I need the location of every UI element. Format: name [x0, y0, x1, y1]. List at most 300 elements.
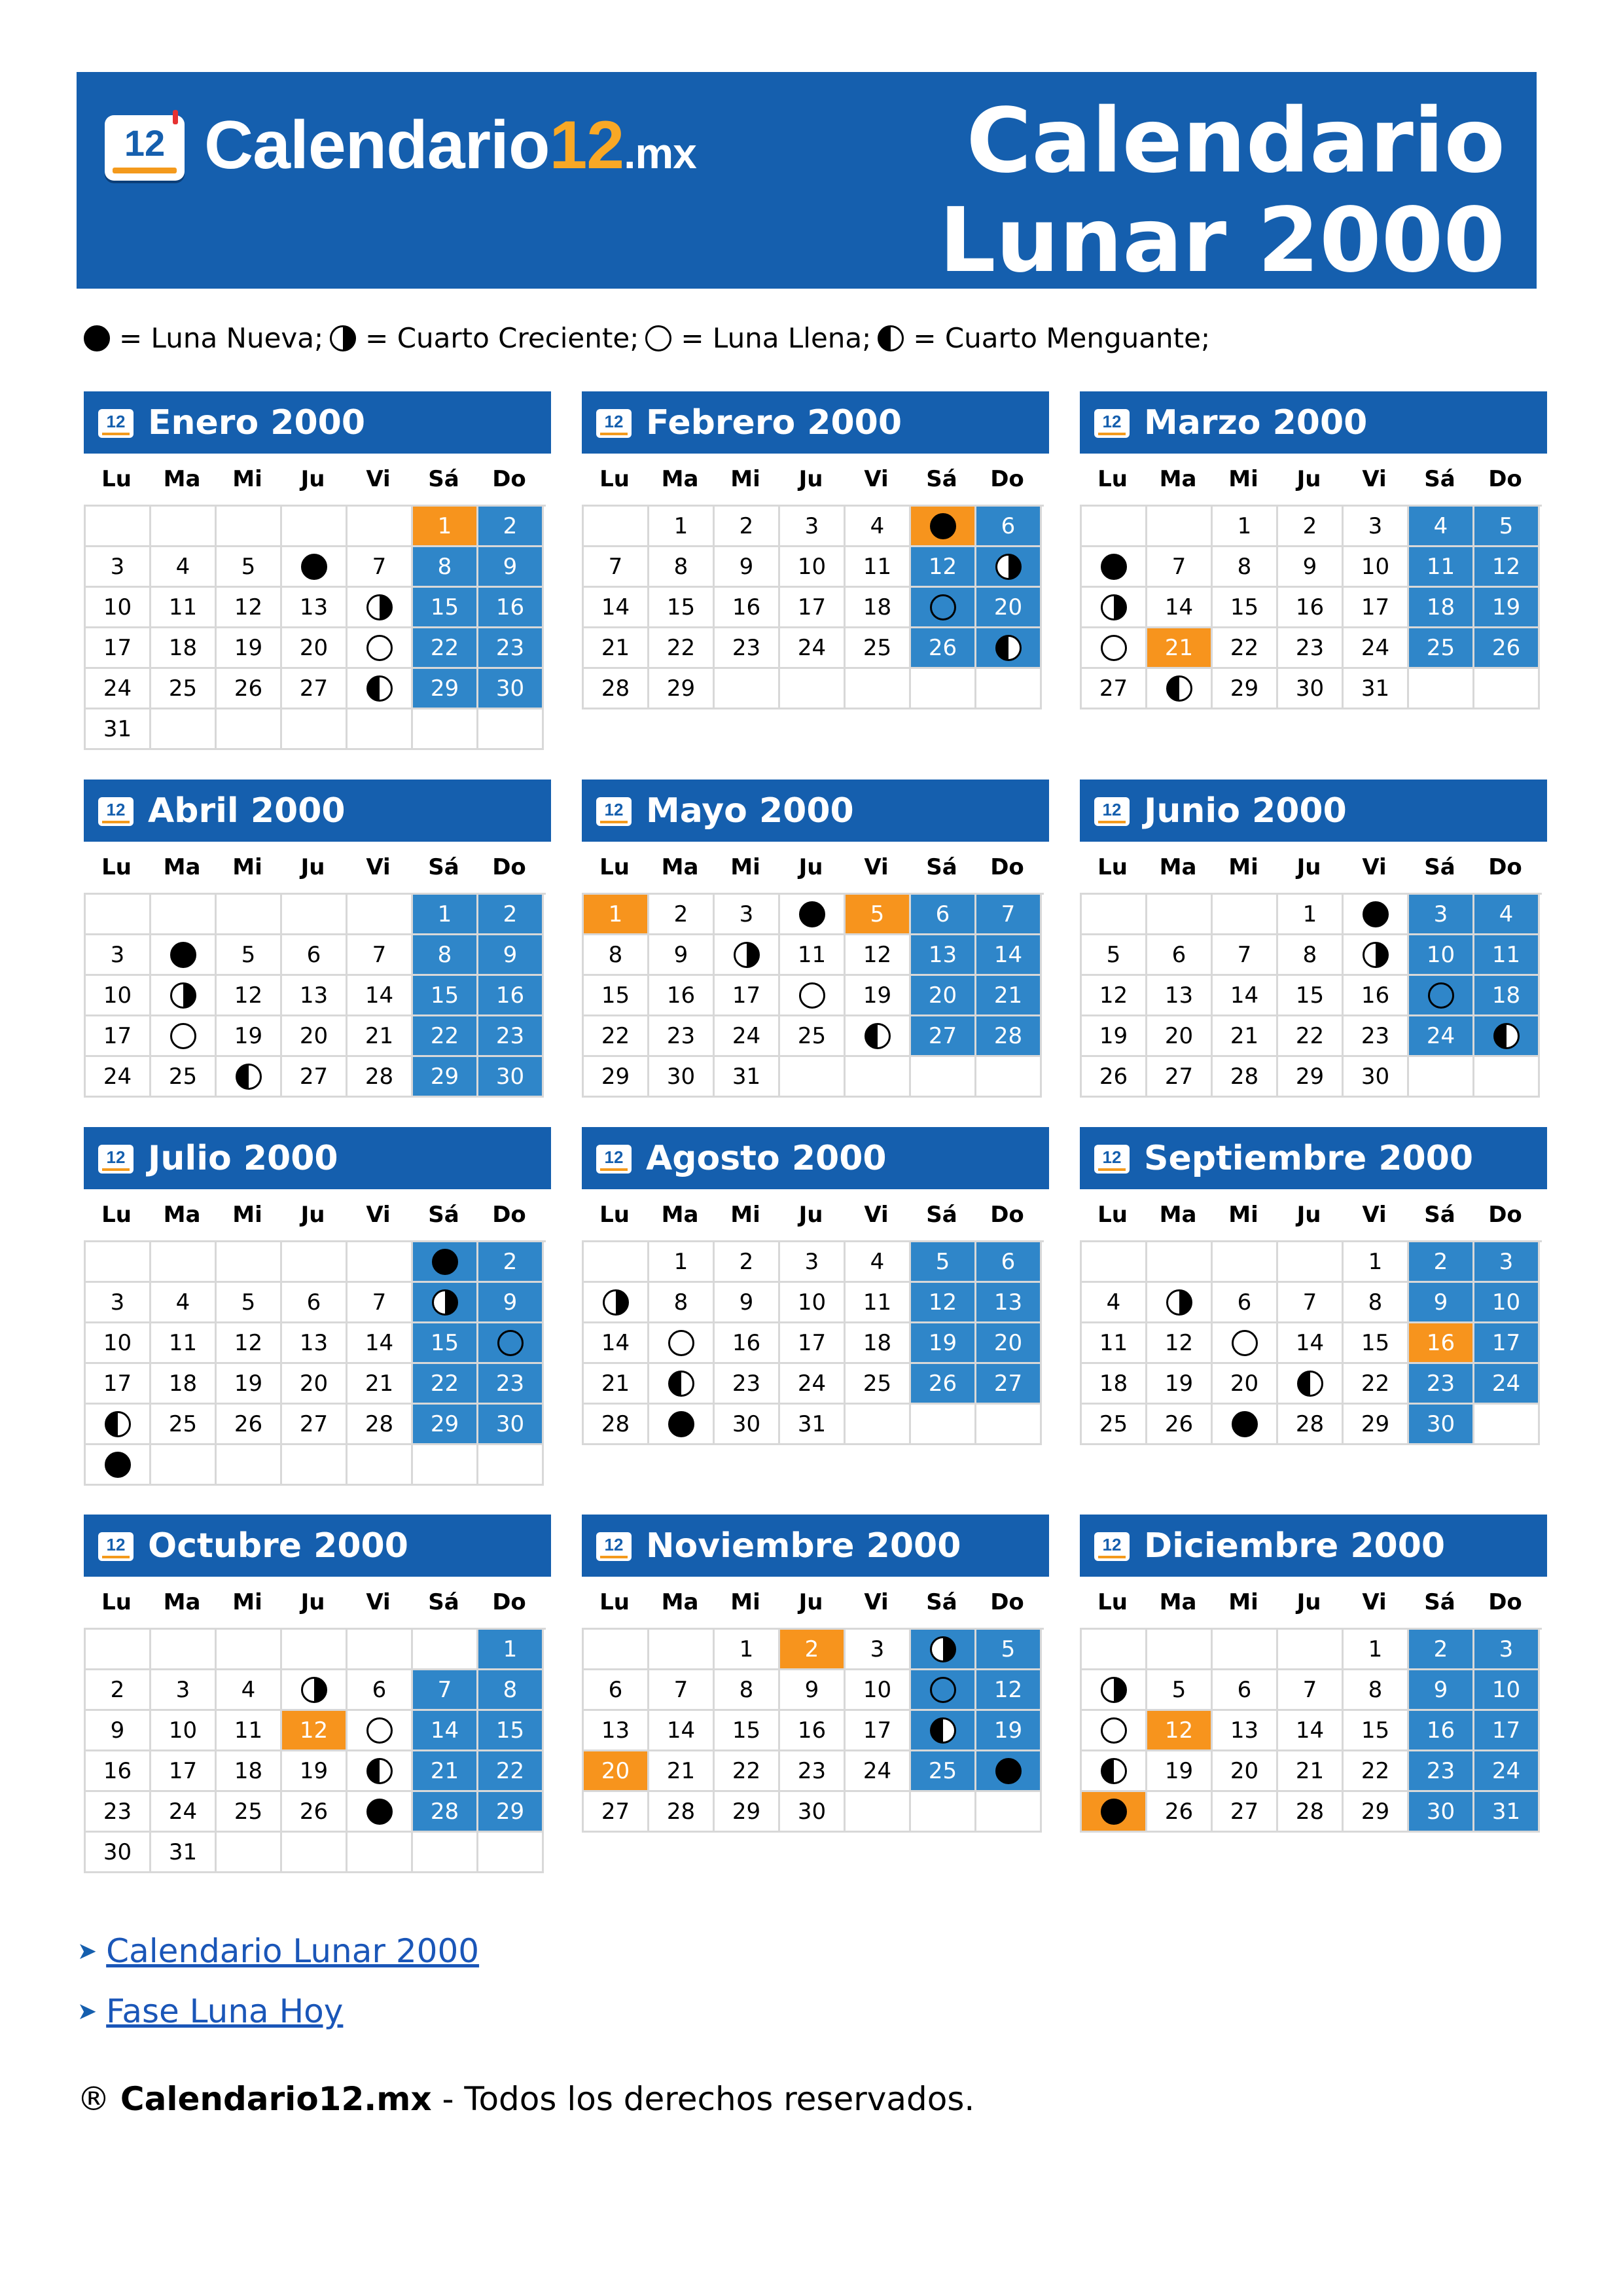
day-cell[interactable]: 28	[584, 669, 649, 709]
day-cell[interactable]: 7	[413, 1670, 478, 1711]
day-cell[interactable]: 4	[846, 1242, 911, 1283]
day-cell[interactable]: 1	[413, 895, 478, 935]
day-cell[interactable]: 23	[478, 1364, 544, 1405]
day-cell[interactable]: 24	[1409, 1016, 1474, 1057]
day-cell[interactable]	[413, 1242, 478, 1283]
day-cell[interactable]: 11	[151, 588, 217, 628]
day-cell[interactable]: 4	[217, 1670, 282, 1711]
day-cell[interactable]: 30	[780, 1792, 846, 1833]
day-cell[interactable]: 13	[976, 1283, 1042, 1323]
day-cell[interactable]: 27	[282, 1057, 348, 1098]
day-cell[interactable]: 3	[1474, 1242, 1540, 1283]
day-cell[interactable]	[584, 1283, 649, 1323]
day-cell[interactable]	[649, 1323, 715, 1364]
day-cell[interactable]: 3	[151, 1670, 217, 1711]
day-cell[interactable]	[1213, 1323, 1278, 1364]
day-cell[interactable]: 15	[413, 976, 478, 1016]
day-cell[interactable]: 17	[86, 1016, 151, 1057]
day-cell[interactable]	[1474, 1016, 1540, 1057]
day-cell[interactable]	[86, 1445, 151, 1486]
day-cell[interactable]: 30	[715, 1405, 780, 1445]
day-cell[interactable]: 9	[478, 547, 544, 588]
day-cell[interactable]: 1	[1278, 895, 1344, 935]
day-cell[interactable]: 30	[649, 1057, 715, 1098]
day-cell[interactable]: 25	[217, 1792, 282, 1833]
day-cell[interactable]: 23	[780, 1751, 846, 1792]
day-cell[interactable]	[715, 935, 780, 976]
day-cell[interactable]: 13	[1147, 976, 1213, 1016]
day-cell[interactable]: 11	[1082, 1323, 1147, 1364]
day-cell[interactable]: 2	[649, 895, 715, 935]
day-cell[interactable]: 4	[151, 547, 217, 588]
day-cell[interactable]: 3	[86, 1283, 151, 1323]
day-cell[interactable]: 12	[976, 1670, 1042, 1711]
day-cell[interactable]: 16	[649, 976, 715, 1016]
day-cell[interactable]: 20	[282, 1364, 348, 1405]
day-cell[interactable]: 9	[1409, 1283, 1474, 1323]
day-cell[interactable]: 6	[911, 895, 976, 935]
day-cell[interactable]: 22	[413, 628, 478, 669]
day-cell[interactable]: 9	[478, 1283, 544, 1323]
day-cell[interactable]: 2	[86, 1670, 151, 1711]
day-cell[interactable]	[86, 1405, 151, 1445]
day-cell[interactable]: 9	[1409, 1670, 1474, 1711]
day-cell[interactable]: 7	[584, 547, 649, 588]
link-calendario-lunar[interactable]	[77, 1921, 479, 1981]
day-cell[interactable]: 2	[1409, 1242, 1474, 1283]
day-cell[interactable]: 21	[1147, 628, 1213, 669]
day-cell[interactable]: 10	[86, 588, 151, 628]
day-cell[interactable]	[413, 1283, 478, 1323]
day-cell[interactable]: 24	[1474, 1751, 1540, 1792]
day-cell[interactable]: 17	[846, 1711, 911, 1751]
day-cell[interactable]	[649, 1364, 715, 1405]
day-cell[interactable]	[151, 1016, 217, 1057]
day-cell[interactable]: 21	[348, 1016, 413, 1057]
day-cell[interactable]: 19	[1082, 1016, 1147, 1057]
day-cell[interactable]: 4	[846, 507, 911, 547]
day-cell[interactable]: 10	[780, 1283, 846, 1323]
day-cell[interactable]: 19	[217, 1364, 282, 1405]
day-cell[interactable]: 5	[217, 935, 282, 976]
day-cell[interactable]	[911, 1711, 976, 1751]
day-cell[interactable]: 19	[217, 628, 282, 669]
day-cell[interactable]: 22	[649, 628, 715, 669]
day-cell[interactable]: 22	[1344, 1751, 1409, 1792]
day-cell[interactable]: 27	[584, 1792, 649, 1833]
day-cell[interactable]	[282, 1670, 348, 1711]
day-cell[interactable]: 12	[1147, 1323, 1213, 1364]
day-cell[interactable]: 30	[478, 1405, 544, 1445]
day-cell[interactable]: 7	[1147, 547, 1213, 588]
day-cell[interactable]: 15	[649, 588, 715, 628]
day-cell[interactable]: 13	[584, 1711, 649, 1751]
day-cell[interactable]: 20	[976, 588, 1042, 628]
day-cell[interactable]: 3	[780, 507, 846, 547]
day-cell[interactable]: 30	[1409, 1405, 1474, 1445]
day-cell[interactable]: 8	[649, 547, 715, 588]
day-cell[interactable]: 9	[649, 935, 715, 976]
day-cell[interactable]: 9	[86, 1711, 151, 1751]
day-cell[interactable]: 25	[1409, 628, 1474, 669]
day-cell[interactable]: 22	[413, 1016, 478, 1057]
day-cell[interactable]: 12	[911, 547, 976, 588]
day-cell[interactable]: 1	[1213, 507, 1278, 547]
day-cell[interactable]: 17	[1474, 1711, 1540, 1751]
day-cell[interactable]: 7	[348, 935, 413, 976]
day-cell[interactable]: 29	[715, 1792, 780, 1833]
day-cell[interactable]: 8	[715, 1670, 780, 1711]
day-cell[interactable]: 3	[86, 547, 151, 588]
day-cell[interactable]: 21	[413, 1751, 478, 1792]
day-cell[interactable]: 29	[1344, 1792, 1409, 1833]
day-cell[interactable]: 2	[478, 507, 544, 547]
day-cell[interactable]	[151, 935, 217, 976]
day-cell[interactable]: 31	[1474, 1792, 1540, 1833]
day-cell[interactable]	[1082, 1751, 1147, 1792]
day-cell[interactable]: 14	[1278, 1711, 1344, 1751]
day-cell[interactable]: 20	[584, 1751, 649, 1792]
day-cell[interactable]: 17	[151, 1751, 217, 1792]
day-cell[interactable]: 24	[715, 1016, 780, 1057]
day-cell[interactable]: 16	[86, 1751, 151, 1792]
day-cell[interactable]: 7	[348, 1283, 413, 1323]
day-cell[interactable]	[478, 1323, 544, 1364]
day-cell[interactable]: 26	[217, 1405, 282, 1445]
day-cell[interactable]: 16	[715, 1323, 780, 1364]
day-cell[interactable]: 10	[86, 976, 151, 1016]
day-cell[interactable]: 3	[780, 1242, 846, 1283]
day-cell[interactable]: 28	[584, 1405, 649, 1445]
day-cell[interactable]: 5	[1082, 935, 1147, 976]
day-cell[interactable]: 28	[348, 1057, 413, 1098]
day-cell[interactable]: 6	[1213, 1670, 1278, 1711]
day-cell[interactable]: 24	[1474, 1364, 1540, 1405]
day-cell[interactable]: 9	[780, 1670, 846, 1711]
day-cell[interactable]	[976, 628, 1042, 669]
day-cell[interactable]: 21	[348, 1364, 413, 1405]
day-cell[interactable]: 17	[1344, 588, 1409, 628]
day-cell[interactable]: 3	[846, 1630, 911, 1670]
day-cell[interactable]: 12	[282, 1711, 348, 1751]
day-cell[interactable]	[976, 547, 1042, 588]
day-cell[interactable]	[911, 507, 976, 547]
day-cell[interactable]	[1082, 628, 1147, 669]
day-cell[interactable]: 5	[217, 547, 282, 588]
day-cell[interactable]: 23	[1409, 1751, 1474, 1792]
day-cell[interactable]: 21	[584, 1364, 649, 1405]
day-cell[interactable]: 25	[1082, 1405, 1147, 1445]
day-cell[interactable]: 11	[217, 1711, 282, 1751]
day-cell[interactable]	[348, 669, 413, 709]
day-cell[interactable]: 2	[780, 1630, 846, 1670]
day-cell[interactable]: 6	[282, 935, 348, 976]
day-cell[interactable]: 19	[1147, 1751, 1213, 1792]
day-cell[interactable]: 29	[478, 1792, 544, 1833]
day-cell[interactable]: 26	[282, 1792, 348, 1833]
day-cell[interactable]: 24	[780, 628, 846, 669]
day-cell[interactable]: 29	[413, 669, 478, 709]
day-cell[interactable]: 10	[846, 1670, 911, 1711]
day-cell[interactable]: 20	[976, 1323, 1042, 1364]
day-cell[interactable]: 24	[780, 1364, 846, 1405]
link-calendario-lunar-text[interactable]: Calendario Lunar 2000	[106, 1932, 480, 1970]
day-cell[interactable]: 22	[1278, 1016, 1344, 1057]
day-cell[interactable]: 25	[151, 669, 217, 709]
day-cell[interactable]	[348, 628, 413, 669]
day-cell[interactable]: 10	[151, 1711, 217, 1751]
day-cell[interactable]: 28	[348, 1405, 413, 1445]
day-cell[interactable]: 16	[1409, 1323, 1474, 1364]
day-cell[interactable]: 23	[478, 628, 544, 669]
day-cell[interactable]: 31	[151, 1833, 217, 1873]
day-cell[interactable]: 29	[413, 1057, 478, 1098]
day-cell[interactable]: 19	[846, 976, 911, 1016]
day-cell[interactable]: 28	[976, 1016, 1042, 1057]
day-cell[interactable]: 25	[780, 1016, 846, 1057]
day-cell[interactable]: 11	[780, 935, 846, 976]
day-cell[interactable]: 5	[1474, 507, 1540, 547]
day-cell[interactable]: 11	[1409, 547, 1474, 588]
day-cell[interactable]	[1344, 895, 1409, 935]
day-cell[interactable]: 19	[976, 1711, 1042, 1751]
day-cell[interactable]: 6	[282, 1283, 348, 1323]
day-cell[interactable]: 5	[846, 895, 911, 935]
day-cell[interactable]: 27	[1213, 1792, 1278, 1833]
day-cell[interactable]	[348, 1711, 413, 1751]
day-cell[interactable]: 28	[1278, 1792, 1344, 1833]
day-cell[interactable]: 4	[1082, 1283, 1147, 1323]
link-fase-luna-hoy[interactable]	[77, 1981, 479, 2041]
day-cell[interactable]: 7	[976, 895, 1042, 935]
day-cell[interactable]: 27	[282, 1405, 348, 1445]
day-cell[interactable]: 7	[1213, 935, 1278, 976]
day-cell[interactable]: 20	[911, 976, 976, 1016]
day-cell[interactable]: 5	[1147, 1670, 1213, 1711]
day-cell[interactable]: 13	[282, 588, 348, 628]
day-cell[interactable]: 16	[1344, 976, 1409, 1016]
day-cell[interactable]: 23	[715, 628, 780, 669]
day-cell[interactable]: 19	[1474, 588, 1540, 628]
day-cell[interactable]	[217, 1057, 282, 1098]
day-cell[interactable]: 15	[413, 1323, 478, 1364]
day-cell[interactable]: 9	[478, 935, 544, 976]
day-cell[interactable]: 20	[1213, 1364, 1278, 1405]
day-cell[interactable]: 23	[1278, 628, 1344, 669]
day-cell[interactable]: 5	[976, 1630, 1042, 1670]
day-cell[interactable]	[911, 1630, 976, 1670]
day-cell[interactable]: 15	[1278, 976, 1344, 1016]
day-cell[interactable]	[846, 1016, 911, 1057]
day-cell[interactable]: 21	[976, 976, 1042, 1016]
day-cell[interactable]: 22	[478, 1751, 544, 1792]
day-cell[interactable]: 18	[1409, 588, 1474, 628]
day-cell[interactable]	[1409, 976, 1474, 1016]
day-cell[interactable]	[282, 547, 348, 588]
day-cell[interactable]: 16	[1278, 588, 1344, 628]
day-cell[interactable]: 28	[1213, 1057, 1278, 1098]
day-cell[interactable]: 23	[1409, 1364, 1474, 1405]
day-cell[interactable]: 18	[217, 1751, 282, 1792]
day-cell[interactable]: 14	[649, 1711, 715, 1751]
day-cell[interactable]: 25	[911, 1751, 976, 1792]
day-cell[interactable]: 2	[478, 1242, 544, 1283]
day-cell[interactable]: 30	[478, 1057, 544, 1098]
day-cell[interactable]: 15	[1344, 1711, 1409, 1751]
day-cell[interactable]: 10	[1474, 1283, 1540, 1323]
day-cell[interactable]: 12	[1082, 976, 1147, 1016]
day-cell[interactable]: 20	[282, 1016, 348, 1057]
day-cell[interactable]: 18	[151, 1364, 217, 1405]
day-cell[interactable]: 12	[217, 976, 282, 1016]
day-cell[interactable]: 29	[1344, 1405, 1409, 1445]
day-cell[interactable]: 30	[478, 669, 544, 709]
day-cell[interactable]: 18	[151, 628, 217, 669]
day-cell[interactable]: 13	[282, 1323, 348, 1364]
day-cell[interactable]: 21	[584, 628, 649, 669]
day-cell[interactable]: 19	[1147, 1364, 1213, 1405]
day-cell[interactable]: 18	[846, 588, 911, 628]
day-cell[interactable]: 12	[1147, 1711, 1213, 1751]
day-cell[interactable]: 8	[1278, 935, 1344, 976]
day-cell[interactable]: 28	[1278, 1405, 1344, 1445]
day-cell[interactable]: 22	[413, 1364, 478, 1405]
day-cell[interactable]: 12	[911, 1283, 976, 1323]
day-cell[interactable]: 13	[911, 935, 976, 976]
day-cell[interactable]: 10	[86, 1323, 151, 1364]
day-cell[interactable]: 22	[1213, 628, 1278, 669]
day-cell[interactable]	[1344, 935, 1409, 976]
day-cell[interactable]: 27	[282, 669, 348, 709]
day-cell[interactable]: 13	[1213, 1711, 1278, 1751]
day-cell[interactable]: 26	[217, 669, 282, 709]
day-cell[interactable]: 24	[151, 1792, 217, 1833]
day-cell[interactable]: 30	[1409, 1792, 1474, 1833]
site-logo[interactable]	[105, 109, 696, 181]
day-cell[interactable]: 15	[715, 1711, 780, 1751]
day-cell[interactable]: 1	[715, 1630, 780, 1670]
day-cell[interactable]: 27	[1082, 669, 1147, 709]
day-cell[interactable]: 16	[1409, 1711, 1474, 1751]
day-cell[interactable]: 26	[1082, 1057, 1147, 1098]
day-cell[interactable]: 12	[1474, 547, 1540, 588]
day-cell[interactable]: 1	[584, 895, 649, 935]
day-cell[interactable]: 16	[780, 1711, 846, 1751]
day-cell[interactable]: 15	[584, 976, 649, 1016]
day-cell[interactable]: 17	[780, 1323, 846, 1364]
day-cell[interactable]: 10	[780, 547, 846, 588]
day-cell[interactable]: 10	[1409, 935, 1474, 976]
day-cell[interactable]	[1147, 1283, 1213, 1323]
day-cell[interactable]: 31	[780, 1405, 846, 1445]
day-cell[interactable]: 25	[151, 1405, 217, 1445]
day-cell[interactable]: 8	[413, 935, 478, 976]
day-cell[interactable]	[348, 1751, 413, 1792]
day-cell[interactable]: 2	[715, 1242, 780, 1283]
day-cell[interactable]: 9	[1278, 547, 1344, 588]
day-cell[interactable]: 3	[1474, 1630, 1540, 1670]
day-cell[interactable]: 29	[649, 669, 715, 709]
day-cell[interactable]: 14	[584, 588, 649, 628]
day-cell[interactable]: 23	[1344, 1016, 1409, 1057]
day-cell[interactable]	[780, 976, 846, 1016]
day-cell[interactable]	[649, 1405, 715, 1445]
link-fase-luna-hoy-text[interactable]: Fase Luna Hoy	[106, 1992, 344, 2030]
day-cell[interactable]: 14	[584, 1323, 649, 1364]
day-cell[interactable]: 13	[282, 976, 348, 1016]
day-cell[interactable]	[1082, 1711, 1147, 1751]
day-cell[interactable]: 22	[715, 1751, 780, 1792]
day-cell[interactable]: 1	[1344, 1630, 1409, 1670]
day-cell[interactable]: 8	[478, 1670, 544, 1711]
day-cell[interactable]: 15	[413, 588, 478, 628]
day-cell[interactable]: 14	[348, 976, 413, 1016]
day-cell[interactable]: 24	[86, 1057, 151, 1098]
day-cell[interactable]: 2	[1278, 507, 1344, 547]
day-cell[interactable]: 2	[478, 895, 544, 935]
day-cell[interactable]: 11	[151, 1323, 217, 1364]
day-cell[interactable]: 7	[1278, 1283, 1344, 1323]
day-cell[interactable]	[911, 588, 976, 628]
day-cell[interactable]: 31	[1344, 669, 1409, 709]
day-cell[interactable]: 6	[976, 507, 1042, 547]
day-cell[interactable]	[911, 1670, 976, 1711]
day-cell[interactable]: 16	[715, 588, 780, 628]
day-cell[interactable]: 17	[86, 628, 151, 669]
day-cell[interactable]: 14	[1278, 1323, 1344, 1364]
day-cell[interactable]: 18	[1082, 1364, 1147, 1405]
day-cell[interactable]: 23	[478, 1016, 544, 1057]
day-cell[interactable]: 12	[846, 935, 911, 976]
day-cell[interactable]: 29	[1278, 1057, 1344, 1098]
day-cell[interactable]: 14	[348, 1323, 413, 1364]
day-cell[interactable]: 15	[1344, 1323, 1409, 1364]
day-cell[interactable]: 1	[1344, 1242, 1409, 1283]
day-cell[interactable]: 21	[1213, 1016, 1278, 1057]
day-cell[interactable]: 1	[649, 507, 715, 547]
day-cell[interactable]	[348, 588, 413, 628]
day-cell[interactable]: 9	[715, 1283, 780, 1323]
day-cell[interactable]: 19	[282, 1751, 348, 1792]
day-cell[interactable]: 4	[151, 1283, 217, 1323]
day-cell[interactable]: 7	[348, 547, 413, 588]
day-cell[interactable]: 29	[413, 1405, 478, 1445]
day-cell[interactable]: 30	[1344, 1057, 1409, 1098]
day-cell[interactable]: 29	[1213, 669, 1278, 709]
day-cell[interactable]: 22	[584, 1016, 649, 1057]
day-cell[interactable]: 14	[413, 1711, 478, 1751]
day-cell[interactable]: 25	[151, 1057, 217, 1098]
day-cell[interactable]	[1082, 1670, 1147, 1711]
day-cell[interactable]	[1082, 547, 1147, 588]
day-cell[interactable]: 6	[1213, 1283, 1278, 1323]
day-cell[interactable]: 6	[348, 1670, 413, 1711]
day-cell[interactable]: 9	[715, 547, 780, 588]
day-cell[interactable]: 14	[1213, 976, 1278, 1016]
day-cell[interactable]: 26	[911, 628, 976, 669]
day-cell[interactable]: 10	[1344, 547, 1409, 588]
day-cell[interactable]: 11	[846, 547, 911, 588]
day-cell[interactable]: 24	[86, 669, 151, 709]
day-cell[interactable]: 26	[911, 1364, 976, 1405]
day-cell[interactable]	[1082, 1792, 1147, 1833]
day-cell[interactable]: 1	[413, 507, 478, 547]
day-cell[interactable]: 28	[649, 1792, 715, 1833]
day-cell[interactable]: 23	[649, 1016, 715, 1057]
day-cell[interactable]: 11	[846, 1283, 911, 1323]
day-cell[interactable]: 4	[1409, 507, 1474, 547]
day-cell[interactable]: 26	[1147, 1792, 1213, 1833]
